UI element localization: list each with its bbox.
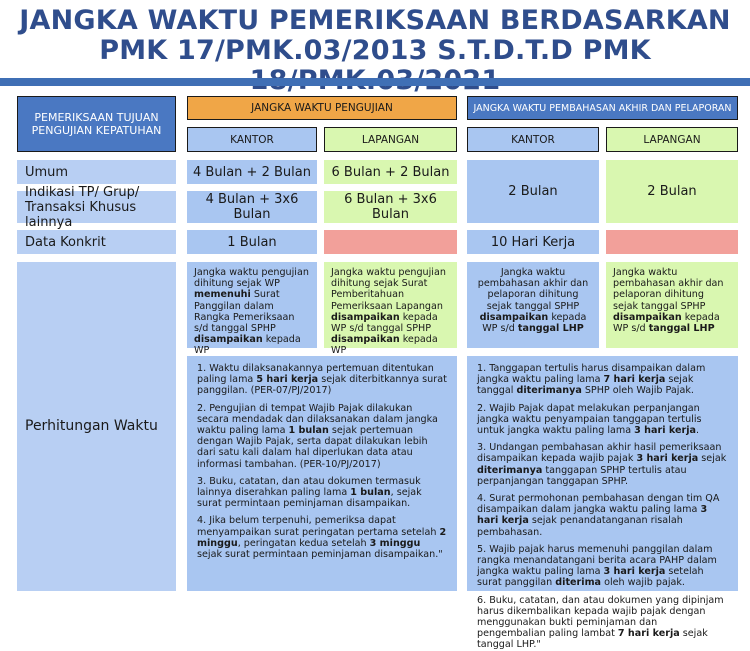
row-label-umum: Umum: [17, 160, 176, 184]
page-title-line2: PMK 17/PMK.03/2013 S.T.D.T.D PMK: [99, 35, 651, 66]
konkrit-pembahasan-kantor-value: 10 Hari Kerja: [467, 230, 599, 254]
list-item: 6. Buku, catatan, dan atau dokumen yang dipinjam harus dikembalikan kepada wajib pajak dengan menggunakan bukti peminjaman dan pengembalian paling lambat 7 hari kerja sejak tanggal LHP.": [477, 594, 724, 651]
list-item: 3. Buku, catatan, dan atau dokumen termasuk lainnya diserahkan paling lama 1 bulan, sejak surat permintaan peminjaman disampaikan.: [197, 475, 422, 510]
row-label-indikasi: Indikasi TP/ Grup/ Transaksi Khusus lainnya: [17, 191, 176, 223]
pembahasan-ketentuan-list: [467, 356, 738, 651]
umum-lapangan-value: 6 Bulan + 2 Bulan: [324, 160, 457, 184]
header-pengujian-kantor: KANTOR: [187, 127, 317, 152]
umum-kantor-value: 4 Bulan + 2 Bulan: [187, 160, 317, 184]
row-label-data-konkrit: Data Konkrit: [17, 230, 176, 254]
page-title-line1: JANGKA WAKTU PEMERIKSAAN BERDASARKAN: [19, 5, 731, 36]
pembahasan-lapangan-value: 2 Bulan: [606, 160, 738, 223]
konkrit-kantor-value: 1 Bulan: [187, 230, 317, 254]
row-label-perhitungan-waktu: Perhitungan Waktu: [17, 262, 176, 591]
konkrit-pembahasan-lapangan-empty: [606, 230, 738, 254]
header-pembahasan-kantor: KANTOR: [467, 127, 599, 152]
perhitungan-pengujian-kantor-text: Jangka waktu pengujian dihitung sejak WP memenuhi Surat Panggilan dalam Rangka Pemeriksaan s/d tanggal SPHP disampaikan kepada WP: [187, 262, 317, 348]
list-item: 1. Tanggapan tertulis harus disampaikan dalam jangka waktu paling lama 7 hari kerja sejak tanggal diterimanya SPHP oleh Wajib Pajak.: [477, 363, 706, 397]
indikasi-kantor-value: 4 Bulan + 3x6 Bulan: [187, 191, 317, 223]
konkrit-lapangan-empty: [324, 230, 457, 254]
list-item: 3. Undangan pembahasan akhir hasil pemeriksaan disampaikan kepada wajib pajak 3 hari kerja sejak diterimanya tanggapan SPHP tertulis atau perpanjangan tanggapan SPHP.: [477, 442, 727, 487]
perhitungan-pengujian-lapangan-text: Jangka waktu pengujian dihitung sejak Surat Pemberitahuan Pemeriksaan Lapangan disampaikan kepada WP s/d tanggal SPHP disampaikan kepada WP: [324, 262, 457, 348]
header-pemeriksaan: PEMERIKSAAN TUJUAN PENGUJIAN KEPATUHAN: [17, 96, 176, 152]
header-pembahasan-lapangan: LAPANGAN: [606, 127, 738, 152]
list-item: 4. Jika belum terpenuhi, pemeriksa dapat menyampaikan surat peringatan pertama setelah 2 minggu, peringatan kedua setelah 3 minggu sejak surat permintaan peminjaman disampaikan.": [197, 515, 447, 561]
list-item: 2. Pengujian di tempat Wajib Pajak dilakukan secara mendadak dan dilaksanakan dalam jangka waktu paling lama 1 bulan sejak pertemuan dengan Wajib Pajak, serta dapat dilakukan lebih dari satu kali dalam hal diperlukan data atau informasi tambahan. (PER-10/PJ/2017): [197, 402, 438, 470]
header-pengujian-lapangan: LAPANGAN: [324, 127, 457, 152]
list-item: 4. Surat permohonan pembahasan dengan tim QA disampaikan dalam jangka waktu paling lama 3 hari kerja sejak penandatanganan risalah pembahasan.: [477, 493, 720, 538]
header-jangka-waktu-pembahasan: JANGKA WAKTU PEMBAHASAN AKHIR DAN PELAPORAN: [467, 96, 738, 120]
pengujian-ketentuan-list: [187, 356, 457, 591]
title-divider: [0, 78, 750, 86]
indikasi-lapangan-value: 6 Bulan + 3x6 Bulan: [324, 191, 457, 223]
pembahasan-kantor-value: 2 Bulan: [467, 160, 599, 223]
perhitungan-pembahasan-kantor-text: Jangka waktu pembahasan akhir dan pelaporan dihitung sejak tanggal SPHP disampaikan kepada WP s/d tanggal LHP: [467, 262, 599, 348]
header-jangka-waktu-pengujian: JANGKA WAKTU PENGUJIAN: [187, 96, 457, 120]
list-item: 5. Wajib pajak harus memenuhi panggilan dalam rangka menandatangani berita acara PAHP dalam jangka waktu paling lama 3 hari kerja setelah surat panggilan diterima oleh wajib pajak.: [477, 543, 717, 589]
perhitungan-pembahasan-lapangan-text: Jangka waktu pembahasan akhir dan pelaporan dihitung sejak tanggal SPHP disampaikan kepada WP s/d tanggal LHP: [606, 262, 738, 348]
list-item: 2. Wajib Pajak dapat melakukan perpanjangan jangka waktu penyampaian tanggapan tertulis untuk jangka waktu paling lama 3 hari kerja.: [477, 402, 702, 437]
list-item: 1. Waktu dilaksanakannya pertemuan ditentukan paling lama 5 hari kerja sejak diterbitkannya surat panggilan. (PER-07/PJ/2017): [197, 363, 447, 397]
